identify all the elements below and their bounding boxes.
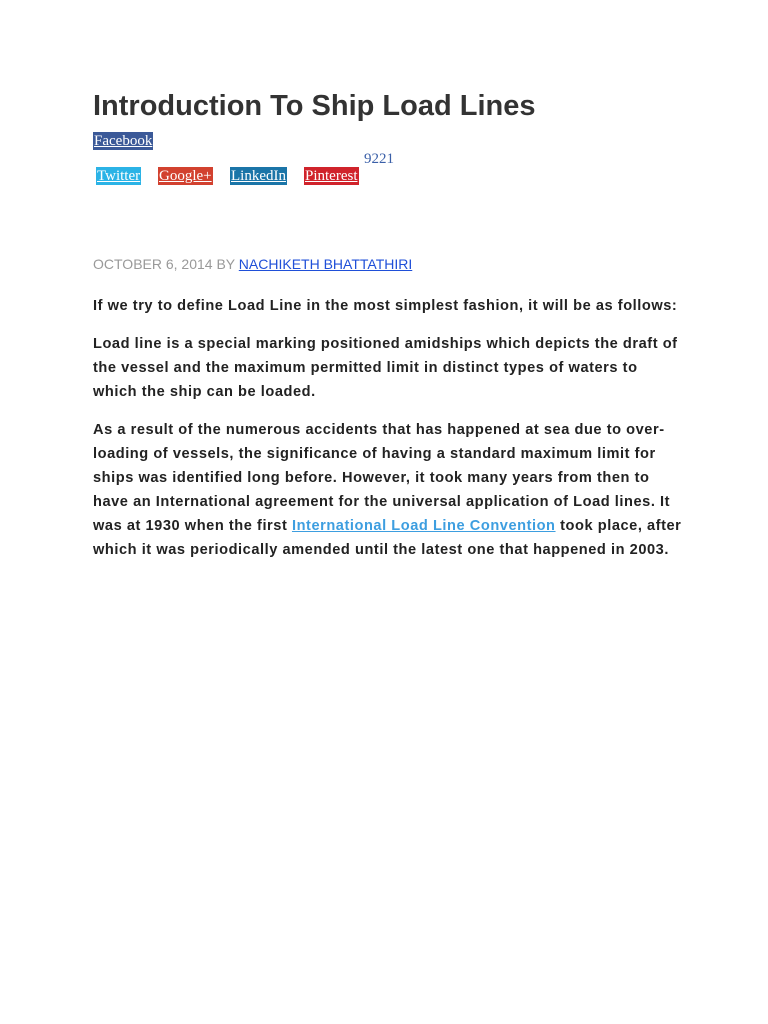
linkedin-share-button[interactable]: LinkedIn (231, 168, 286, 184)
load-line-convention-link[interactable]: International Load Line Convention (291, 518, 556, 534)
pinterest-share-button[interactable]: Pinterest (305, 168, 358, 184)
share-count: 9221 (364, 151, 394, 167)
google-plus-share-button[interactable]: Google+ (159, 168, 212, 184)
paragraph-3-text-before: As a result of the numerous accidents that has happened at sea due to over-loading of vessels, the significance of having a standard maximum limit for ships was identified long before. However, it took many years from then to have an International agreement for the universal application of Load lines. It was at 1930 when the first (93, 422, 671, 534)
twitter-share-button[interactable]: Twitter (97, 168, 141, 184)
post-date: OCTOBER 6, 2014 (93, 256, 213, 272)
byline-by: BY (216, 256, 235, 272)
paragraph-1: If we try to define Load Line in the most simplest fashion, it will be as follows: (93, 298, 678, 314)
article-body (93, 294, 683, 576)
paragraph-3 (93, 418, 683, 562)
author-link[interactable]: NACHIKETH BHATTATHIRI (238, 256, 413, 272)
share-bar (93, 131, 493, 191)
paragraph-2: Load line is a special marking positioned amidships which depicts the draft of the vessel and the maximum permitted limit in distinct types of waters to which the ship can be loaded. (93, 336, 678, 400)
byline (93, 255, 412, 273)
page-title: Introduction To Ship Load Lines (93, 90, 536, 122)
facebook-share-button[interactable]: Facebook (94, 133, 153, 149)
paragraph-3-text-after: took place, after which it was periodically amended until the latest one that happened in 2003. (93, 518, 682, 558)
